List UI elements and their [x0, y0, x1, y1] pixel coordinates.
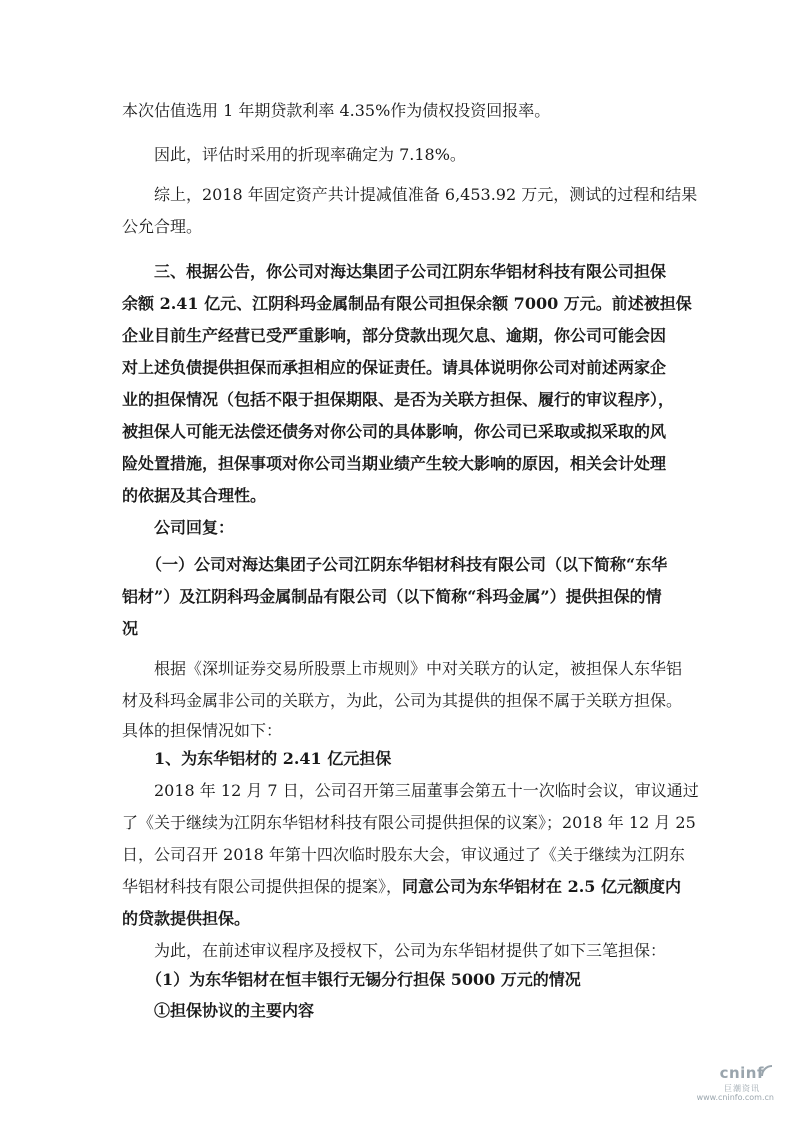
text-line: 因此，评估时采用的折现率确定为 7.18%。: [154, 145, 466, 164]
text-line: 险处置措施，担保事项对你公司当期业绩产生较大影响的原因，相关会计处理: [122, 454, 667, 473]
text-line: 余额 2.41 亿元、江阴科玛金属制品有限公司担保余额 7000 万元。前述被担保: [122, 294, 692, 313]
watermark-logo: cninf: [719, 1064, 764, 1082]
text-line: 具体的担保情况如下：: [122, 721, 283, 740]
cninfo-watermark: [694, 1064, 774, 1106]
text-line: 了《关于继续为江阴东华铝材科技有限公司提供担保的议案》；2018 年 12 月 25: [122, 813, 696, 832]
watermark-url: www.cninfo.com.cn: [696, 1093, 774, 1102]
reply-heading: 公司回复：: [154, 518, 235, 537]
text-line: 的依据及其合理性。: [122, 486, 267, 505]
question-heading-line: 三、根据公告，你公司对海达集团子公司江阴东华铝材科技有限公司担保: [154, 262, 667, 281]
text-line: 日，公司召开 2018 年第十四次临时股东大会，审议通过了《关于继续为江阴东: [122, 845, 685, 864]
text-line: 材及科玛金属非公司的关联方，为此，公司为其提供的担保不属于关联方担保。: [122, 691, 683, 710]
text-line: 2018 年 12 月 7 日，公司召开第三届董事会第五十一次临时会议，审议通过: [154, 781, 699, 800]
watermark-cn-text: 巨潮资讯: [724, 1084, 760, 1093]
text-line: 被担保人可能无法偿还债务对你公司的具体影响，你公司已采取或拟采取的风: [122, 422, 667, 441]
item-heading: （1）为东华铝材在恒丰银行无锡分行担保 5000 万元的情况: [146, 970, 581, 989]
text-line: 企业目前生产经营已受严重影响，部分贷款出现欠息、逾期，你公司可能会因: [122, 326, 667, 345]
section-heading-line: 况: [122, 619, 139, 638]
text-line: [122, 877, 681, 897]
text-line: 根据《深圳证券交易所股票上市规则》中对关联方的认定，被担保人东华铝: [154, 659, 683, 678]
text-line: 的贷款提供担保。: [122, 909, 251, 928]
text-line: 公允合理。: [122, 217, 203, 236]
text-line: 为此，在前述审议程序及授权下，公司为东华铝材提供了如下三笔担保：: [154, 941, 667, 960]
text-line: 综上，2018 年固定资产共计提减值准备 6,453.92 万元，测试的过程和结果: [154, 185, 698, 204]
item-subheading: ①担保协议的主要内容: [154, 1001, 315, 1020]
text-line: 业的担保情况（包括不限于担保期限、是否为关联方担保、履行的审议程序），: [122, 390, 675, 409]
text-segment: 华铝材科技有限公司提供担保的提案》，: [122, 877, 403, 896]
subsection-heading: 1、为东华铝材的 2.41 亿元担保: [154, 749, 392, 768]
text-line: 本次估值选用 1 年期贷款利率 4.35%作为债权投资回报率。: [122, 101, 551, 120]
section-heading-line: （一）公司对海达集团子公司江阴东华铝材科技有限公司（以下简称“东华: [146, 555, 668, 574]
text-line: 对上述负债提供担保而承担相应的保证责任。请具体说明你公司对前述两家企: [122, 358, 667, 377]
section-heading-line: 铝材”）及江阴科玛金属制品有限公司（以下简称“科玛金属”）提供担保的情: [122, 587, 662, 606]
text-segment-bold: 同意公司为东华铝材在 2.5 亿元额度内: [402, 877, 681, 896]
